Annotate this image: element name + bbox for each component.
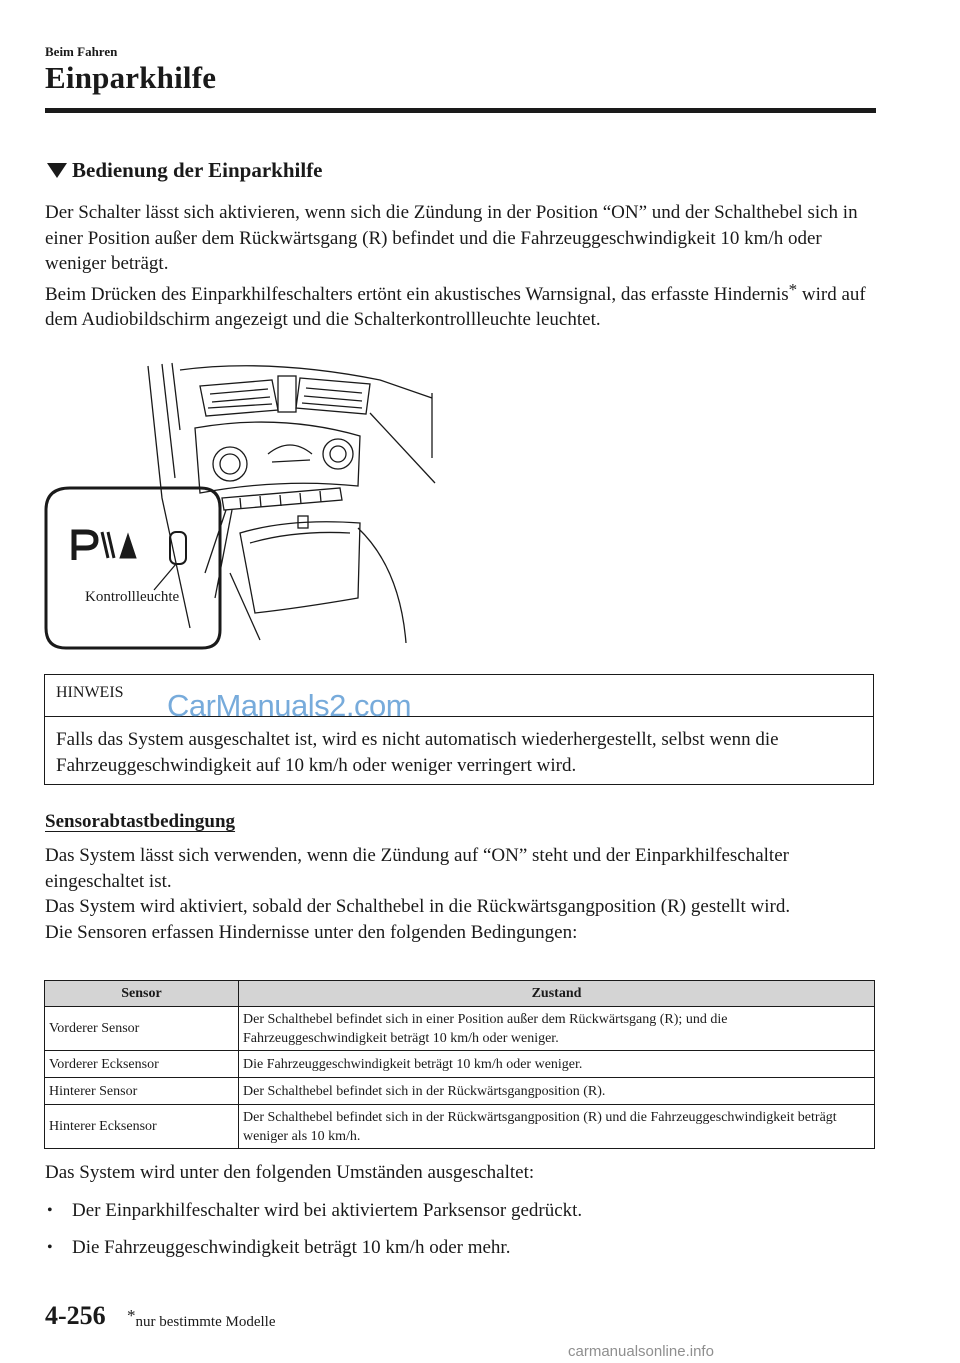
table-cell-sensor: Hinterer Sensor <box>45 1078 239 1105</box>
note-box <box>44 674 874 785</box>
sensor-text <box>45 843 875 945</box>
table-cell-condition: Die Fahrzeuggeschwindigkeit beträgt 10 km/h oder weniger. <box>239 1051 875 1078</box>
page-title: Einparkhilfe <box>45 60 217 95</box>
footer-model-note <box>127 1306 275 1331</box>
table-cell-condition: Der Schalthebel befindet sich in der Rückwärtsgangposition (R) und die Fahrzeuggeschwindigkeit beträgt weniger als 10 km/h. <box>239 1105 875 1149</box>
sensor-paragraph-2: Das System wird aktiviert, sobald der Schalthebel in die Rückwärtsgangposition (R) gestellt wird. <box>45 896 791 917</box>
running-header-section: Beim Fahren <box>45 44 118 59</box>
sensor-table <box>44 980 875 1149</box>
sensor-paragraph-1: Das System lässt sich verwenden, wenn die Zündung auf “ON” steht und der Einparkhilfeschalter eingeschaltet ist. <box>45 845 789 892</box>
indicator-callout-label: Kontrollleuchte <box>85 589 180 605</box>
section-heading-text: Bedienung der Einparkhilfe <box>72 158 323 182</box>
note-header <box>45 675 873 723</box>
table-cell-condition: Der Schalthebel befindet sich in einer Position außer dem Rückwärtsgang (R); und die Fahrzeuggeschwindigkeit beträgt 10 km/h oder weniger. <box>239 1007 875 1051</box>
table-cell-sensor: Vorderer Ecksensor <box>45 1051 239 1078</box>
header-divider <box>45 108 876 113</box>
footer-note-text: nur bestimmte Modelle <box>135 1314 276 1330</box>
table-row <box>45 1105 875 1149</box>
table-row <box>45 1007 875 1051</box>
table-row <box>45 1078 875 1105</box>
note-label: HINWEIS <box>56 684 124 701</box>
parking-sensor-switch-illustration <box>40 358 460 658</box>
footer-star-icon: * <box>127 1306 136 1325</box>
table-header-row <box>45 981 875 1007</box>
triangle-bullet-icon <box>47 163 67 178</box>
operation-text <box>45 200 875 333</box>
operation-paragraph-1: Der Schalter lässt sich aktivieren, wenn sich die Zündung in der Position “ON” und der Schalthebel sich in einer Position außer dem Rückwärtsgang (R) befindet und die Fahrzeuggeschwindigkeit 10 km/h oder weniger beträgt. <box>45 202 858 274</box>
list-item <box>47 1198 582 1223</box>
model-star-icon: * <box>788 279 798 299</box>
sensor-condition-table <box>44 980 875 1149</box>
list-item <box>47 1235 510 1260</box>
operation-paragraph-2-start: Beim Drücken des Einparkhilfeschalters ertönt ein akustisches Warnsignal, das erfasste Hindernis <box>45 283 789 305</box>
table-cell-sensor: Hinterer Ecksensor <box>45 1105 239 1149</box>
bullet-icon: • <box>47 1239 53 1256</box>
operation-paragraph-2 <box>45 277 875 333</box>
table-header-sensor: Sensor <box>45 981 239 1007</box>
list-item-text: Der Einparkhilfeschalter wird bei aktiviertem Parksensor gedrückt. <box>72 1200 583 1221</box>
site-watermark: carmanualsonline.info <box>568 1343 714 1360</box>
bullet-icon: • <box>47 1202 53 1219</box>
table-header-condition: Zustand <box>239 981 875 1007</box>
watermark-logo: CarManuals2.com <box>167 688 412 723</box>
note-text: Falls das System ausgeschaltet ist, wird es nicht automatisch wiederhergestellt, selbst wenn die Fahrzeuggeschwindigkeit auf 10 km/h oder weniger verringert wird. <box>56 729 779 776</box>
table-cell-condition: Der Schalthebel befindet sich in der Rückwärtsgangposition (R). <box>239 1078 875 1105</box>
off-conditions-intro: Das System wird unter den folgenden Umständen ausgeschaltet: <box>45 1162 535 1183</box>
list-item-text: Die Fahrzeuggeschwindigkeit beträgt 10 km/h oder mehr. <box>72 1237 511 1258</box>
sensor-paragraph-3: Die Sensoren erfassen Hindernisse unter den folgenden Bedingungen: <box>45 921 578 943</box>
section-heading <box>47 158 323 183</box>
table-cell-sensor: Vorderer Sensor <box>45 1007 239 1051</box>
operation-paragraph-2-end: wird auf dem Audiobildschirm angezeigt und die Schalterkontrollleuchte leuchtet. <box>45 283 866 330</box>
table-row <box>45 1051 875 1078</box>
dashboard-drawing <box>40 358 460 658</box>
sensor-subheading: Sensorabtastbedingung <box>45 811 236 832</box>
page-number: 4-256 <box>45 1301 106 1330</box>
